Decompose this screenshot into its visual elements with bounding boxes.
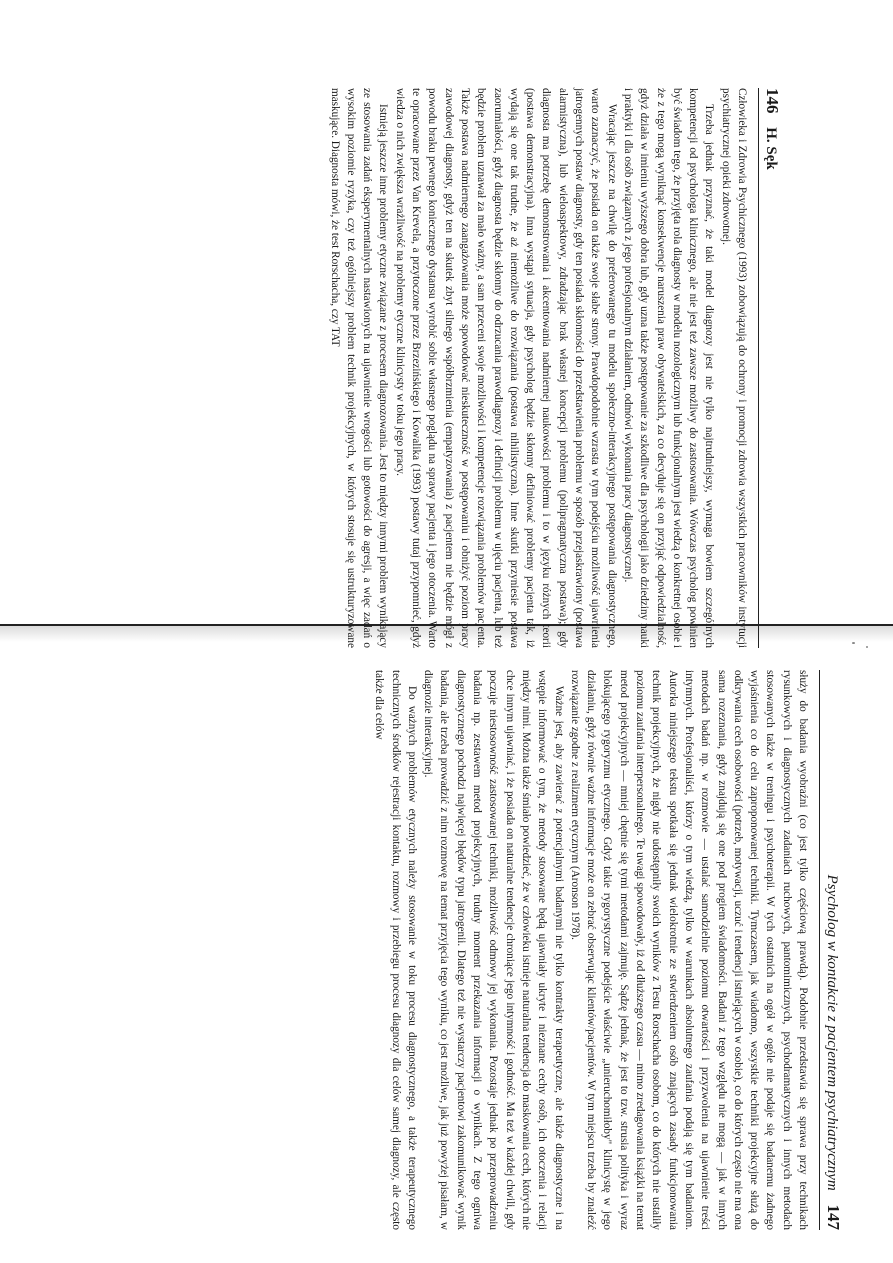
scan-speck (852, 642, 855, 644)
running-title: Psycholog w kontakcie z pacjentem psychiatrycznym (824, 874, 840, 1191)
paragraph: Człowieka i Zdrowia Psychicznego (1993) zobowiązują do ochrony i promocji zdrowia wszystkich pracowników instytucji psychiatrycznej opieki zdrowotnej. (719, 88, 748, 648)
page-body (371, 670, 811, 1230)
page-number: 146 (763, 88, 782, 114)
book-page-147 (178, 670, 843, 1230)
page-header (819, 670, 843, 1230)
paragraph: służy do badania wyobraźni (co jest tylko częściową prawdą). Podobnie przedstawia się sprawa przy technikach rysunkowych i diagnostycznych zadaniach ruchowych, pantomimicznych, psychodramatycznych i innych metodach stosowanych także w treningu i psychoterapii. W tych ostatnich na ogół w ogóle nie podaje się badanemu żadnego wyjaśnienia co do celu zaproponowanej techniki. Tymczasem, jak wiadomo, wszystkie techniki projekcyjne służą do odkrywania cech osobowości (potrzeb, motywacji, uczuć i tendencji istniejących w osobie), co do których często nie ma ona sama rozeznania, gdyż znajdują się one pod progiem świadomości. Badani z tego względu nie mogą — jak w innych metodach badań np. w rozmowie — ustalać samodzielnie poziomu otwartości i przyzwolenia na ujawnienie treści intymnych. Profesjonaliści, którzy o tym wiedzą, tylko w warunkach absolutnego zaufania podają się tym badaniom. Autorka niniejszego tekstu spotkała się jednak wielokrotnie ze stwierdzeniem osób znających zasady funkcjonowania technik projekcyjnych, że nigdy nie udostępniły swoich wyników z Testu Rorschacha osobom, co do których nie ustaliły poziomu zaufania interpersonalnego. Te uwagi spowodowały, iż od dłuższego czasu — mimo zredagowania książki na temat metod projekcyjnych — mniej chętnie się tymi metodami zajmuję. Sądzę jednak, że jest to tzw. strusia polityka i wyraz blokującego rygoryzmu etycznego. Gdyż takie rygorystyczne podejście właściwie „unieruchomiłoby" klinicystę w jego działaniu, gdyż równie ważne informacje może on zebrać obserwując klientów/pacjentów. W tym miejscu trzeba by znaleźć rozwiązanie zgodne z realizmem etycznym (Aronson 1978). (568, 670, 809, 1230)
paragraph: Ważne jest, aby zawierać z potencjalnymi badanymi nie tylko kontrakty terapeutyczne, ale także diagnostyczne i na wstępie informować o tym, że metody stosowane będą ujawniały ukryte i nieznane cechy osób, ich otoczenia i relacji między nimi. Można także śmiało powiedzieć, że w człowieku istnieje naturalna tendencja do maskowania cech, których nie chce innym ujawniać, i że posiada on naturalne tendencje chroniące jego intymność i godność. Ma też w każdej chwili, gdy poczuje niestosowność zastosowanej techniki, możliwość odmowy jej wykonania. Pozostaje jednak po przeprowadzeniu badania np. zestawem metod projekcyjnych, trudny moment przekazania informacji o wynikach. Z tego ogniwa diagnostycznego pochodzi najwięcej błędów typu jatrogenii. Dlatego też nie wystarczy pacjentowi zakomunikować wynik badania, ale trzeba prowadzić z nim rozmowę na temat przyjęcia tego wyniku, co jest możliwe, jak już powyżej pisałam, w diagnozie interakcyjnej. (422, 670, 565, 1230)
page-number: 147 (824, 1204, 843, 1230)
paragraph: Trzeba jednak przyznać, że taki model diagnozy jest nie tylko najtrudniejszy, wymaga bowiem szczególnych kompetencji od psychologa klinicznego, ale nie jest też zawsze możliwy do zastosowania. Wówczas psycholog powinien być świadom tego, że przyjęta rola diagnosty w modelu nozologicznym lub funkcjonalnym jest wiedzą o konkretnej osobie i że z tego mogą wyniknąć konsekwencje naruszenia praw obywatelskich, za co decyduje się on przyjąć odpowiedzialność, gdyż działa w imieniu wyższego dobra lub, gdy uzna także postępowanie za szkodliwe dla psychologii jako dziedziny nauki i praktyki i dla osób związanych z jego profesjonalnym działaniem, odmówi wykonania pracy diagnostycznej. (621, 88, 716, 648)
paragraph: Do ważnych problemów etycznych należy stosowanie w toku procesu diagnostycznego, a także terapeutycznego technicznych środków rejestracji kontaktu, rozmowy i przebiegu procesu diagnozy dla celów samej diagnozy, ale często także dla celów (373, 670, 418, 1230)
page-body (326, 88, 750, 648)
page-header (758, 88, 782, 648)
book-page-146 (117, 88, 782, 648)
scan-speck (866, 646, 868, 648)
running-author: H. Sęk (763, 127, 779, 170)
paragraph: Wracając jeszcze na chwilę do preferowanego tu modelu społeczno-interakcyjnego postępowania diagnostycznego, warto zaznaczyć, że posiada on także swoje słabe strony. Prawdopodobnie wzrasta w tym podejściu możliwość ujawnienia jatrogennych postaw diagnosty, gdy ten posiada skłonności do przedstawienia problemu w sposób przejaskrawiony (postawa alarmistyczna), lub wieloaspektowy, zdradzając brak własnej koncepcji problemu (polipragmatyczna postawa); gdy diagnosta ma potrzebę demonstrowania i akcentowania nadmiernej naukowości problemu i to w języku różnych teorii (postawa demonstracyjna). Inna wystąpi sytuacja, gdy psycholog będzie skłonny definiować problemy pacjenta tak, iż wydają się one tak trudne, że aż niemożliwe do rozwiązania (postawa nihilistyczna). Inne skutki przyniesie postawa zaorumiałości, gdyż diagnosta będzie skłonny do odrzucania prawodiagnozy i definicji problemu w ujęciu pacjenta, lub też będzie problem uznawał za mało ważny, a sam przeceni swoje możliwości i kompetencje rozwiązania problemów pacjenta. Także postawa nadmiernego zaangażowania może spowodować nieskuteczność w postępowaniu i obniżyć poziom pracy zawodowej diagnosty, gdyż ten na skutek zbyt silnego współbrzmienia (empatyzowania) z pacjentem nie będzie mógł z powodu braku pewnego koniecznego dystansu wyrobić sobie własnego poglądu na sprawy pacjenta i jego otoczenia. Warto te opracowane przez Van Krevela, a przytoczone przez Brzezińskiego i Kowalika (1993) postawy tutaj przypomnieć, gdyż wiedza o nich zwiększa wrażliwość na problemy etyczne klinicysty w toku jego pracy. (393, 88, 618, 648)
paragraph: Istnieją jeszcze inne problemy etyczne związane z procesem diagnozowania. Jest to między innymi problem wynikający ze stosowania zadań eksperymentalnych nastawionych na ujawnienie wrogości lub gotowości do agresji, a więc zadań o wysokim poziomie ryzyka, czy też ogólniejszy problem technik projekcyjnych, w których stosuje się ustrukturyzowane maskujące. Diagnosta mówi, że test Rorschacha, czy TAT (328, 88, 390, 648)
